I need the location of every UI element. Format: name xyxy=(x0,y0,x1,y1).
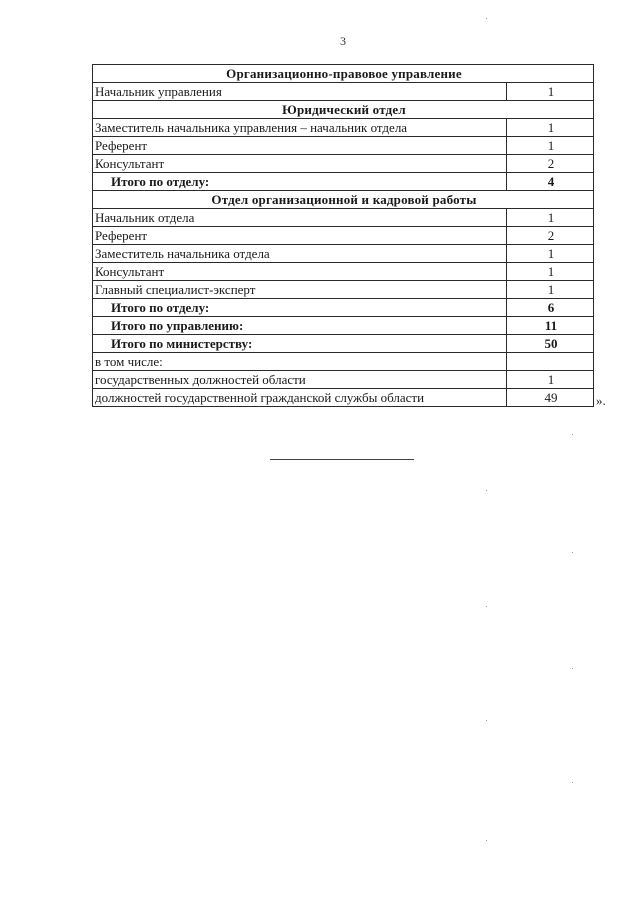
scan-speck xyxy=(486,840,487,841)
table-total-row xyxy=(93,335,594,353)
position-count: 1 xyxy=(507,263,594,281)
position-label: Главный специалист-эксперт xyxy=(93,281,507,299)
total-count: 50 xyxy=(507,335,594,353)
section-title: Юридический отдел xyxy=(93,101,594,119)
position-count: 2 xyxy=(507,227,594,245)
table-row xyxy=(93,281,594,299)
scan-speck xyxy=(572,434,573,435)
table-row xyxy=(93,227,594,245)
scan-speck xyxy=(572,782,573,783)
section-title: Организационно-правовое управление xyxy=(93,65,594,83)
position-count: 49 xyxy=(507,389,594,407)
table-row xyxy=(93,263,594,281)
table-row xyxy=(93,155,594,173)
table-row xyxy=(93,245,594,263)
position-count: 1 xyxy=(507,245,594,263)
table-row xyxy=(93,83,594,101)
position-count xyxy=(507,353,594,371)
closing-quote-mark: ». xyxy=(596,393,606,408)
scan-speck xyxy=(486,606,487,607)
table-row xyxy=(93,137,594,155)
scan-speck xyxy=(572,668,573,669)
table-section-row xyxy=(93,65,594,83)
position-label: Референт xyxy=(93,137,507,155)
total-label: Итого по управлению: xyxy=(93,317,507,335)
staffing-table xyxy=(92,64,594,407)
position-label: Заместитель начальника управления – начальник отдела xyxy=(93,119,507,137)
position-label: Референт xyxy=(93,227,507,245)
position-count: 1 xyxy=(507,209,594,227)
position-label: Консультант xyxy=(93,155,507,173)
table-row xyxy=(93,209,594,227)
table-row xyxy=(93,353,594,371)
position-label: Консультант xyxy=(93,263,507,281)
table-section-row xyxy=(93,191,594,209)
table-row xyxy=(93,371,594,389)
total-count: 4 xyxy=(507,173,594,191)
scan-speck xyxy=(486,490,487,491)
position-count: 1 xyxy=(507,83,594,101)
table-total-row xyxy=(93,317,594,335)
table-section-row xyxy=(93,101,594,119)
position-count: 1 xyxy=(507,119,594,137)
section-title: Отдел организационной и кадровой работы xyxy=(93,191,594,209)
table-row xyxy=(93,119,594,137)
table-total-row xyxy=(93,299,594,317)
scan-speck xyxy=(572,552,573,553)
total-label: Итого по отделу: xyxy=(93,173,507,191)
total-count: 11 xyxy=(507,317,594,335)
scan-speck xyxy=(486,720,487,721)
scan-speck xyxy=(486,18,487,19)
position-count: 1 xyxy=(507,371,594,389)
total-count: 6 xyxy=(507,299,594,317)
position-label: Начальник управления xyxy=(93,83,507,101)
position-count: 2 xyxy=(507,155,594,173)
total-label: Итого по министерству: xyxy=(93,335,507,353)
page-number: 3 xyxy=(340,34,346,48)
position-label: Начальник отдела xyxy=(93,209,507,227)
table-row xyxy=(93,389,594,407)
table-total-row xyxy=(93,173,594,191)
position-label: государственных должностей области xyxy=(93,371,507,389)
position-count: 1 xyxy=(507,137,594,155)
position-label: в том числе: xyxy=(93,353,507,371)
position-label: должностей государственной гражданской службы области xyxy=(93,389,507,407)
position-label: Заместитель начальника отдела xyxy=(93,245,507,263)
end-separator-line xyxy=(270,459,414,460)
position-count: 1 xyxy=(507,281,594,299)
total-label: Итого по отделу: xyxy=(93,299,507,317)
